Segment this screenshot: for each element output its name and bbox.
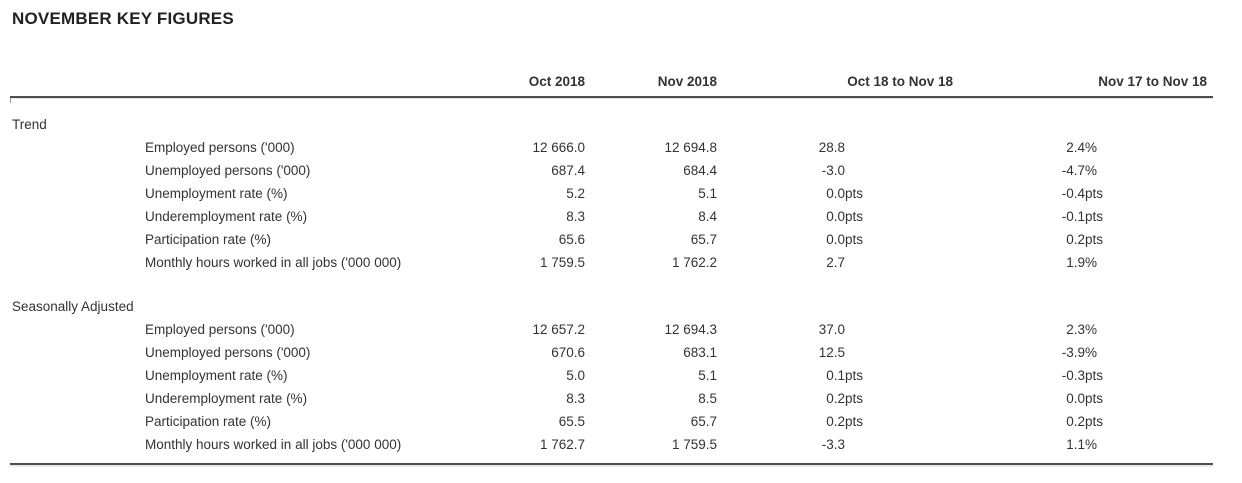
yearly-change-unit: pts [1085, 209, 1104, 224]
row-label: Monthly hours worked in all jobs ('000 000) [145, 437, 402, 452]
table-row [10, 136, 1207, 159]
row-label: Monthly hours worked in all jobs ('000 000) [145, 255, 402, 270]
cell-oct-2018: 1 759.5 [539, 255, 585, 270]
yearly-change-value: 1.9 [1066, 255, 1085, 270]
table-row [10, 410, 1207, 433]
change-value: 0.0 [826, 209, 845, 224]
cell-oct-2018: 12 657.2 [532, 322, 585, 337]
yearly-change-value: 0.2 [1066, 232, 1085, 247]
cell-nov17-to-nov18 [953, 410, 1207, 433]
yearly-change-unit: pts [1085, 368, 1104, 383]
yearly-change-value: -0.1 [1061, 209, 1085, 224]
cell-nov17-to-nov18 [953, 205, 1207, 228]
cell-nov-2018: 5.1 [698, 186, 717, 201]
yearly-change-value: 2.3 [1066, 322, 1085, 337]
change-unit: pts [845, 368, 864, 383]
table-row [10, 251, 1207, 274]
row-label: Unemployed persons ('000) [145, 163, 311, 178]
yearly-change-value: 0.2 [1066, 414, 1085, 429]
cell-oct18-to-nov18 [717, 341, 953, 364]
cell-oct18-to-nov18 [717, 318, 953, 341]
yearly-change-unit: % [1085, 345, 1098, 360]
table-row [10, 182, 1207, 205]
table-row [10, 341, 1207, 364]
row-label: Participation rate (%) [145, 414, 272, 429]
cell-oct-2018: 65.6 [558, 232, 585, 247]
yearly-change-value: -0.4 [1061, 186, 1085, 201]
yearly-change-unit: % [1085, 255, 1098, 270]
cell-nov17-to-nov18 [953, 433, 1207, 456]
yearly-change-unit: % [1085, 163, 1098, 178]
table-header-row [10, 71, 1213, 98]
yearly-change-unit: % [1085, 322, 1098, 337]
table-row [10, 159, 1207, 182]
cell-oct-2018: 8.3 [566, 209, 585, 224]
yearly-change-value: 0.0 [1066, 391, 1085, 406]
cell-nov-2018: 5.1 [698, 368, 717, 383]
change-value: 0.1 [826, 368, 845, 383]
row-label: Underemployment rate (%) [145, 209, 308, 224]
cell-nov-2018: 12 694.3 [664, 322, 717, 337]
change-unit: pts [845, 391, 864, 406]
row-label: Unemployed persons ('000) [145, 345, 311, 360]
table-row [10, 433, 1207, 456]
change-value: 0.0 [826, 186, 845, 201]
cell-oct18-to-nov18 [717, 182, 953, 205]
row-label: Employed persons ('000) [145, 140, 295, 155]
table-body [10, 98, 1213, 465]
cell-oct-2018: 5.0 [566, 368, 585, 383]
yearly-change-unit: pts [1085, 414, 1104, 429]
column-header-oct18-to-nov18: Oct 18 to Nov 18 [847, 74, 953, 89]
change-value: -3.3 [821, 437, 845, 452]
cell-oct18-to-nov18 [717, 136, 953, 159]
cell-nov-2018: 65.7 [690, 414, 717, 429]
cell-nov-2018: 1 762.2 [671, 255, 717, 270]
change-unit [845, 433, 953, 456]
change-value: 28.8 [818, 140, 845, 155]
change-unit [845, 318, 953, 341]
row-label: Unemployment rate (%) [145, 186, 288, 201]
table-row [10, 318, 1207, 341]
yearly-change-unit: pts [1085, 232, 1104, 247]
table-section-trend [10, 113, 1207, 274]
yearly-change-unit: pts [1085, 186, 1104, 201]
change-unit: pts [845, 186, 864, 201]
column-header-oct-2018: Oct 2018 [528, 74, 585, 89]
cell-nov-2018: 8.4 [698, 209, 717, 224]
cell-nov17-to-nov18 [953, 136, 1207, 159]
cell-oct-2018: 687.4 [551, 163, 585, 178]
yearly-change-value: -3.9 [1061, 345, 1085, 360]
yearly-change-value: -4.7 [1061, 163, 1085, 178]
row-label: Underemployment rate (%) [145, 391, 308, 406]
change-unit: pts [845, 232, 864, 247]
yearly-change-unit: % [1085, 437, 1098, 452]
table-row [10, 228, 1207, 251]
page-title: NOVEMBER KEY FIGURES [12, 9, 234, 28]
cell-oct18-to-nov18 [717, 387, 953, 410]
key-figures-table [10, 71, 1213, 465]
change-value: -3.0 [821, 163, 845, 178]
cell-nov17-to-nov18 [953, 228, 1207, 251]
change-value: 0.0 [826, 232, 845, 247]
table-section-seasonally-adjusted [10, 295, 1207, 456]
cell-oct18-to-nov18 [717, 159, 953, 182]
column-header-nov17-to-nov18: Nov 17 to Nov 18 [1098, 74, 1207, 89]
cell-oct-2018: 65.5 [558, 414, 585, 429]
cell-nov-2018: 683.1 [683, 345, 717, 360]
cell-oct-2018: 670.6 [551, 345, 585, 360]
cell-nov17-to-nov18 [953, 159, 1207, 182]
row-label: Unemployment rate (%) [145, 368, 288, 383]
cell-oct18-to-nov18 [717, 205, 953, 228]
cell-oct-2018: 8.3 [566, 391, 585, 406]
cell-oct18-to-nov18 [717, 251, 953, 274]
yearly-change-value: -0.3 [1061, 368, 1085, 383]
cell-nov17-to-nov18 [953, 251, 1207, 274]
section-label: Seasonally Adjusted [12, 299, 134, 314]
table-row [10, 387, 1207, 410]
row-label: Participation rate (%) [145, 232, 272, 247]
change-value: 0.2 [826, 391, 845, 406]
cell-nov-2018: 12 694.8 [664, 140, 717, 155]
table-row [10, 205, 1207, 228]
cell-nov17-to-nov18 [953, 318, 1207, 341]
cell-nov17-to-nov18 [953, 341, 1207, 364]
cell-oct18-to-nov18 [717, 410, 953, 433]
cell-nov-2018: 1 759.5 [671, 437, 717, 452]
cell-oct-2018: 12 666.0 [532, 140, 585, 155]
yearly-change-value: 2.4 [1066, 140, 1085, 155]
change-value: 2.7 [826, 255, 845, 270]
cell-oct18-to-nov18 [717, 433, 953, 456]
cell-nov17-to-nov18 [953, 182, 1207, 205]
cell-nov-2018: 8.5 [698, 391, 717, 406]
cell-oct18-to-nov18 [717, 228, 953, 251]
row-label: Employed persons ('000) [145, 322, 295, 337]
change-value: 0.2 [826, 414, 845, 429]
column-header-nov-2018: Nov 2018 [657, 74, 717, 89]
change-unit [845, 136, 953, 159]
cell-nov-2018: 65.7 [690, 232, 717, 247]
cell-oct-2018: 1 762.7 [539, 437, 585, 452]
change-value: 37.0 [818, 322, 845, 337]
yearly-change-unit: % [1085, 140, 1098, 155]
yearly-change-value: 1.1 [1066, 437, 1085, 452]
change-value: 12.5 [818, 345, 845, 360]
cell-nov-2018: 684.4 [683, 163, 717, 178]
section-label: Trend [12, 117, 47, 132]
change-unit [845, 341, 953, 364]
cell-nov17-to-nov18 [953, 364, 1207, 387]
cell-oct18-to-nov18 [717, 364, 953, 387]
yearly-change-unit: pts [1085, 391, 1104, 406]
change-unit [845, 159, 953, 182]
cell-oct-2018: 5.2 [566, 186, 585, 201]
change-unit: pts [845, 414, 864, 429]
change-unit [845, 251, 953, 274]
change-unit: pts [845, 209, 864, 224]
table-row [10, 364, 1207, 387]
cell-nov17-to-nov18 [953, 387, 1207, 410]
